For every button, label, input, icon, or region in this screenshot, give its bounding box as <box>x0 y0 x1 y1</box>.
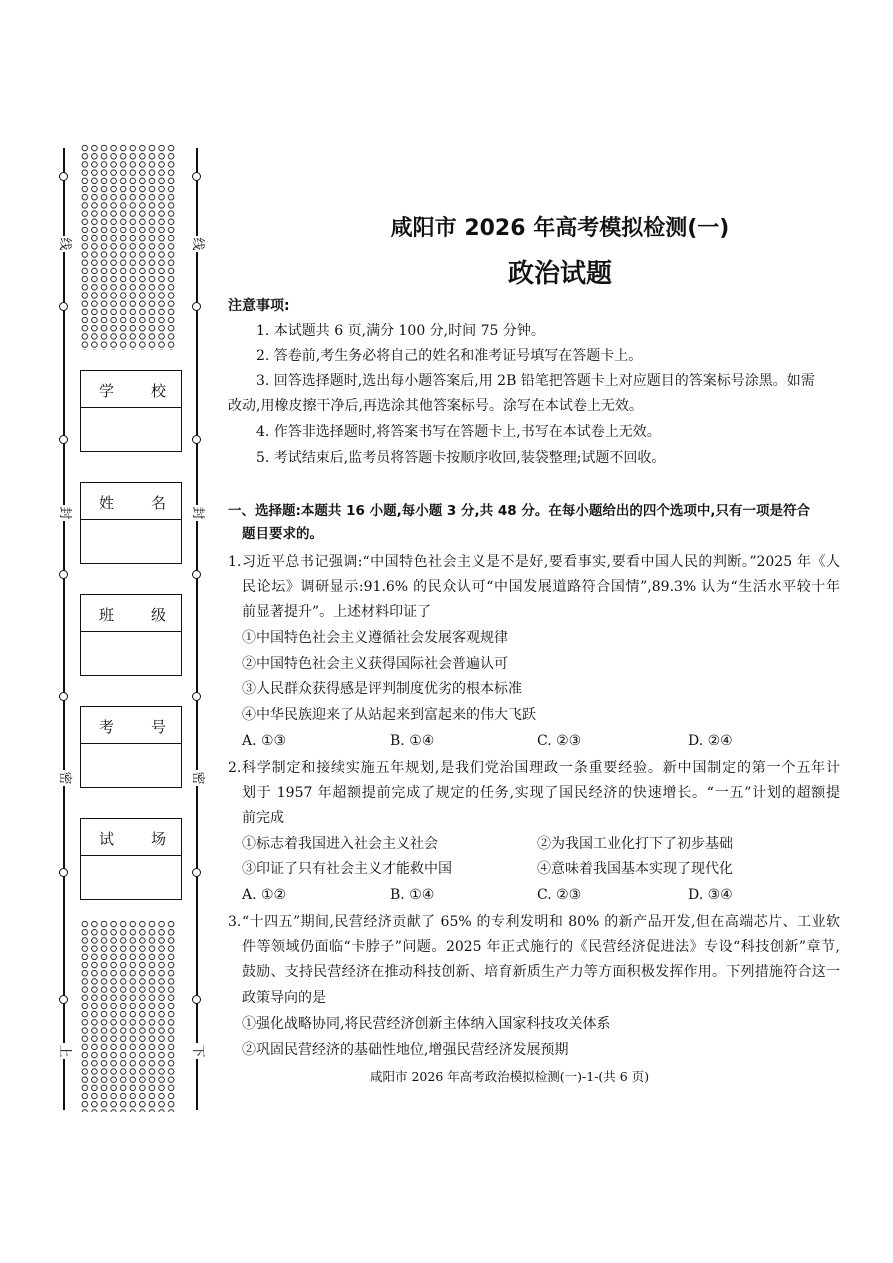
notice-item: 4. 作答非选择题时,将答案书写在答题卡上,书写在本试卷上无效。 <box>256 424 661 440</box>
question-stem-line: 前显著提升”。上述材料印证了 <box>242 604 432 620</box>
page-title: 咸阳市 2026 年高考模拟检测(一) <box>390 216 730 241</box>
field-class[interactable] <box>80 594 182 676</box>
ring-icon <box>59 570 68 579</box>
question-stem-line: “十四五”期间,民营经济贡献了 65% 的专利发明和 80% 的新产品开发,但在高端芯片、工业软 <box>242 914 840 930</box>
statement: ④中华民族迎来了从站起来到富起来的伟大飞跃 <box>242 707 536 723</box>
ring-icon <box>59 435 68 444</box>
statement: ④意味着我国基本实现了现代化 <box>537 861 733 877</box>
option-c: C. ②③ <box>537 887 582 903</box>
question-number: 3. <box>228 914 242 930</box>
question-number: 1. <box>228 554 242 570</box>
notice-item: 3. 回答选择题时,选出每小题答案后,用 2B 铅笔把答题卡上对应题目的答案标号涂黑。如需 <box>256 373 815 389</box>
ring-icon <box>192 692 201 701</box>
binding-line-right <box>196 148 198 1110</box>
statement: ①强化战略协同,将民营经济创新主体纳入国家科技攻关体系 <box>242 1016 611 1032</box>
field-label: 号 <box>151 718 167 736</box>
ring-icon <box>59 995 68 1004</box>
option-b: B. ①④ <box>390 887 435 903</box>
question-stem-line: 前完成 <box>242 810 284 826</box>
margin-mark-xia: 下 <box>190 1044 205 1058</box>
option-d: D. ②④ <box>688 733 733 749</box>
statement: ③人民群众获得感是评判制度优劣的根本标准 <box>242 681 522 697</box>
margin-mark-shang: 上 <box>57 1044 72 1058</box>
margin-mark-mi: 密 <box>57 771 72 785</box>
field-label: 姓 <box>99 494 115 512</box>
margin-mark-xian: 线 <box>57 237 72 251</box>
ring-icon <box>192 302 201 311</box>
dot-pattern-bottom <box>80 920 176 1112</box>
ring-icon <box>192 570 201 579</box>
binding-line-left <box>63 148 65 1110</box>
ring-icon <box>192 172 201 181</box>
field-label: 名 <box>151 494 167 512</box>
question-stem-line: 习近平总书记强调:“中国特色社会主义是不是好,要看事实,要看中国人民的判断。”2025 年《人 <box>242 554 840 570</box>
field-label: 班 <box>99 606 115 624</box>
question-stem-line: 民论坛》调研显示:91.6% 的民众认可“中国发展道路符合国情”,89.3% 认为“生活水平较十年 <box>242 579 840 595</box>
question-stem-line: 科学制定和接续实施五年规划,是我们党治国理政一条重要经验。新中国制定的第一个五年计 <box>242 760 840 776</box>
ring-icon <box>59 302 68 311</box>
statement: ②巩固民营经济的基础性地位,增强民营经济发展预期 <box>242 1042 569 1058</box>
ring-icon <box>59 868 68 877</box>
page-footer: 咸阳市 2026 年高考政治模拟检测(一)-1-(共 6 页) <box>370 1069 650 1084</box>
field-label: 学 <box>99 382 115 400</box>
question-stem-line: 鼓励、支持民营经济在推动科技创新、培育新质生产力等方面积极发挥作用。下列措施符合这一 <box>242 964 840 980</box>
ring-icon <box>192 435 201 444</box>
field-name[interactable] <box>80 482 182 564</box>
ring-icon <box>192 868 201 877</box>
field-label: 考 <box>99 718 115 736</box>
field-label: 场 <box>151 830 167 848</box>
option-a: A. ①③ <box>242 733 287 749</box>
option-c: C. ②③ <box>537 733 582 749</box>
margin-mark-mi: 密 <box>190 771 205 785</box>
statement: ①中国特色社会主义遵循社会发展客观规律 <box>242 630 508 646</box>
dot-pattern-top <box>80 144 176 350</box>
question-stem-line: 划于 1957 年超额提前完成了规定的任务,实现了国民经济的快速增长。“一五”计划的超额提 <box>242 785 840 801</box>
field-label: 试 <box>99 830 115 848</box>
section-heading: 一、选择题:本题共 16 小题,每小题 3 分,共 48 分。在每小题给出的四个选项中,只有一项是符合 <box>228 503 810 519</box>
subject-title: 政治试题 <box>507 259 612 289</box>
margin-mark-feng: 封 <box>57 506 72 520</box>
statement: ②为我国工业化打下了初步基础 <box>537 836 733 852</box>
notice-heading: 注意事项: <box>228 298 290 314</box>
section-heading-cont: 题目要求的。 <box>242 526 323 542</box>
option-a: A. ①② <box>242 887 287 903</box>
question-stem-line: 政策导向的是 <box>242 990 326 1006</box>
ring-icon <box>59 692 68 701</box>
question-number: 2. <box>228 760 242 776</box>
notice-item: 2. 答卷前,考生务必将自己的姓名和准考证号填写在答题卡上。 <box>256 348 643 364</box>
option-b: B. ①④ <box>390 733 435 749</box>
option-d: D. ③④ <box>688 887 733 903</box>
statement: ①标志着我国进入社会主义社会 <box>242 836 438 852</box>
margin-mark-xian: 线 <box>190 237 205 251</box>
notice-item: 5. 考试结束后,监考员将答题卡按顺序收回,装袋整理;试题不回收。 <box>256 450 666 466</box>
field-label: 校 <box>151 382 167 400</box>
margin-mark-feng: 封 <box>190 506 205 520</box>
notice-item: 1. 本试题共 6 页,满分 100 分,时间 75 分钟。 <box>256 323 545 339</box>
statement: ③印证了只有社会主义才能救中国 <box>242 861 452 877</box>
notice-item: 改动,用橡皮擦干净后,再选涂其他答案标号。涂写在本试卷上无效。 <box>228 398 643 414</box>
field-exam-number[interactable] <box>80 706 182 788</box>
field-school[interactable] <box>80 370 182 452</box>
field-label: 级 <box>151 606 167 624</box>
statement: ②中国特色社会主义获得国际社会普遍认可 <box>242 656 508 672</box>
question-stem-line: 件等领域仍面临“卡脖子”问题。2025 年正式施行的《民营经济促进法》专设“科技创新”章节, <box>242 939 840 955</box>
ring-icon <box>59 172 68 181</box>
field-exam-room[interactable] <box>80 818 182 900</box>
ring-icon <box>192 995 201 1004</box>
